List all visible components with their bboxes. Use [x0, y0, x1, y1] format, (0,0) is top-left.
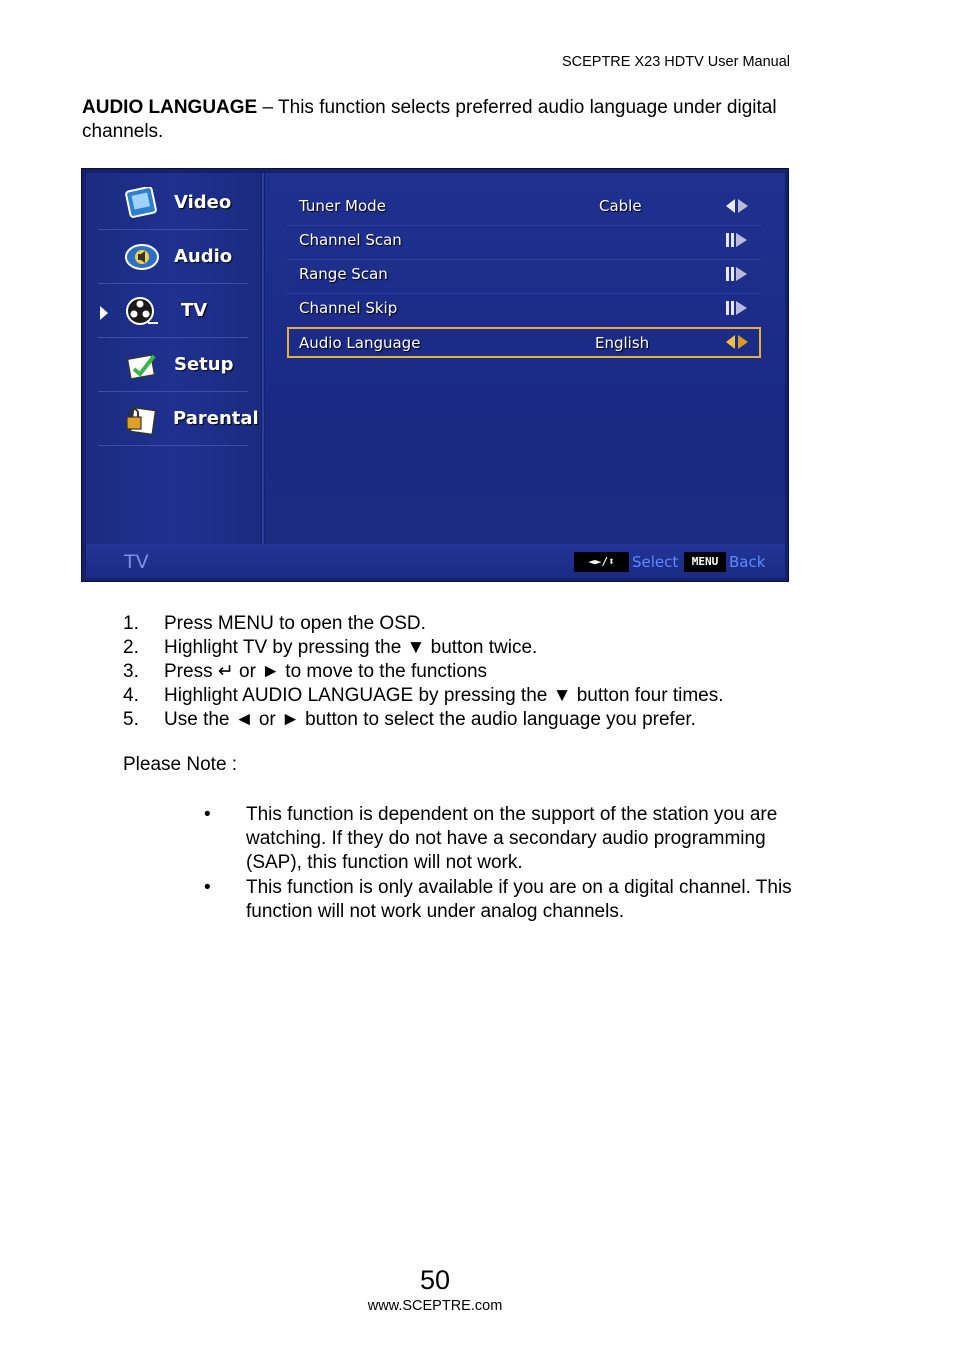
- step-text: Highlight TV by pressing the ▼ button twice.: [164, 637, 538, 658]
- audio-icon: [124, 241, 160, 275]
- row-label: Channel Scan: [299, 231, 402, 249]
- step-number: 1.: [123, 613, 139, 634]
- select-hint: Select: [632, 553, 679, 571]
- step-number: 5.: [123, 709, 139, 730]
- list-item: [204, 803, 794, 875]
- step-text: Press ↵ or ► to move to the functions: [164, 661, 488, 682]
- row-label: Tuner Mode: [299, 197, 386, 215]
- row-label: Range Scan: [299, 265, 388, 283]
- osd-menu-label: Setup: [174, 354, 234, 375]
- enter-arrow-icon: [725, 231, 749, 249]
- row-label: Audio Language: [299, 334, 421, 352]
- row-value: English: [595, 334, 650, 352]
- parental-icon: [124, 403, 160, 437]
- back-hint: Back: [729, 553, 766, 571]
- intro-text: – This function selects preferred audio language under digital channels.: [82, 97, 777, 142]
- step-text: Highlight AUDIO LANGUAGE by pressing the ▼ button four times.: [164, 685, 724, 706]
- osd-screenshot: [81, 168, 789, 582]
- osd-menu-video[interactable]: [98, 177, 248, 230]
- note-text: This function is only available if you are on a digital channel. This function will not work under analog channels.: [246, 877, 792, 922]
- osd-menu-audio[interactable]: [98, 231, 248, 284]
- osd-bottom-title: TV: [124, 551, 149, 573]
- left-right-arrows-icon: [725, 197, 749, 215]
- osd-menu-label: Audio: [174, 246, 233, 267]
- osd-row-tuner-mode[interactable]: [287, 191, 761, 221]
- osd-row-channel-scan[interactable]: [287, 225, 761, 255]
- osd-row-channel-skip[interactable]: [287, 293, 761, 323]
- bullet-icon: •: [204, 877, 211, 898]
- manual-header: SCEPTRE X23 HDTV User Manual: [561, 54, 790, 70]
- left-right-arrows-icon: [725, 333, 749, 351]
- note-label: Please Note :: [123, 754, 238, 775]
- osd-row-range-scan[interactable]: [287, 259, 761, 289]
- step-number: 2.: [123, 637, 139, 658]
- intro-paragraph: [82, 96, 802, 144]
- step-number: 4.: [123, 685, 139, 706]
- osd-menu-setup[interactable]: [98, 339, 248, 392]
- section-heading: AUDIO LANGUAGE: [82, 97, 258, 118]
- osd-bottom-bar: [86, 544, 785, 578]
- osd-menu-tv[interactable]: [98, 285, 248, 338]
- list-item: [204, 876, 794, 924]
- note-text: This function is dependent on the support of the station you are watching. If they do not have a secondary audio programming (SAP), this function will not work.: [246, 804, 778, 873]
- select-key-icon: ◄►/⬍: [574, 552, 629, 572]
- osd-menu-label: Parental: [173, 408, 259, 429]
- notes-list: [204, 803, 794, 925]
- enter-arrow-icon: [725, 299, 749, 317]
- step-text: Use the ◄ or ► button to select the audio language you prefer.: [164, 709, 696, 730]
- setup-icon: [124, 349, 160, 383]
- menu-key-icon: MENU: [684, 552, 726, 572]
- osd-divider: [262, 173, 264, 545]
- selected-arrow-icon: [100, 306, 108, 320]
- osd-menu-label: TV: [181, 300, 208, 321]
- row-value: Cable: [599, 197, 642, 215]
- osd-row-audio-language[interactable]: [287, 327, 761, 358]
- footer-url: www.SCEPTRE.com: [367, 1298, 503, 1314]
- row-label: Channel Skip: [299, 299, 398, 317]
- page-number: 50: [419, 1265, 451, 1295]
- step-number: 3.: [123, 661, 139, 682]
- osd-menu-parental[interactable]: [98, 393, 259, 446]
- tv-icon: [124, 295, 160, 329]
- enter-arrow-icon: [725, 265, 749, 283]
- osd-menu-label: Video: [174, 192, 232, 213]
- step-text: Press MENU to open the OSD.: [164, 613, 426, 634]
- video-icon: [124, 187, 160, 221]
- bullet-icon: •: [204, 804, 211, 825]
